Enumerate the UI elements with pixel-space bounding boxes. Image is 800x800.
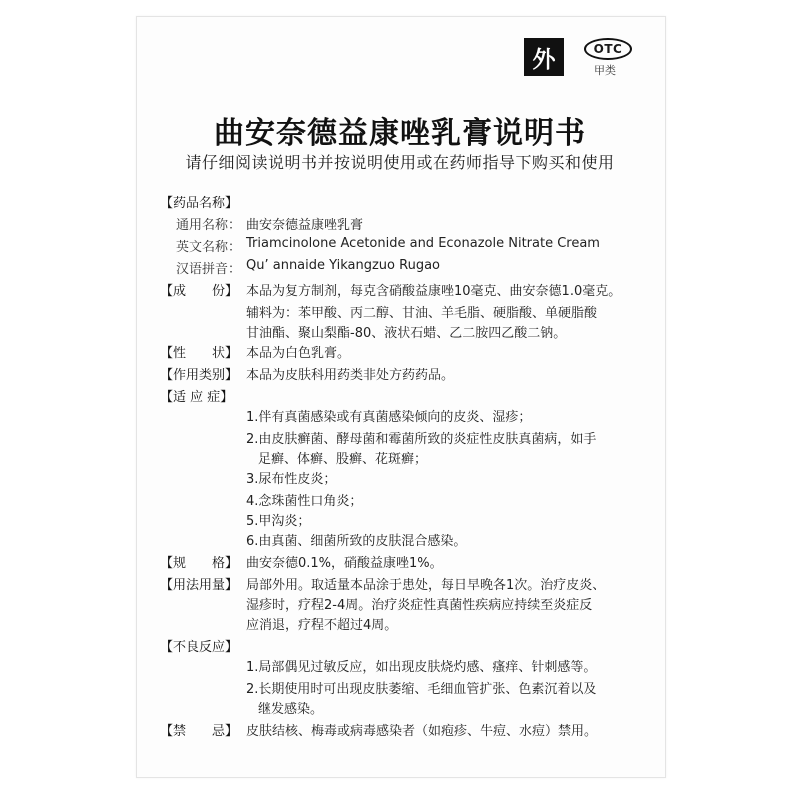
- document-title: 曲安奈德益康唑乳膏说明书: [214, 116, 586, 151]
- category-value: 本品为皮肤科用药类非处方药药品。: [246, 368, 455, 383]
- category-label: 【作用类别】: [160, 368, 239, 383]
- specification-value: 曲安奈德0.1%，硝酸益康唑1%。: [246, 556, 443, 571]
- appearance-value: 本品为白色乳膏。: [246, 346, 351, 361]
- document-subtitle: 请仔细阅读说明书并按说明使用或在药师指导下购买和使用: [185, 153, 615, 172]
- generic-name-value: 曲安奈德益康唑乳膏: [246, 218, 364, 233]
- indication-item: 3.尿布性皮炎；: [246, 472, 337, 487]
- dosage-line: 湿疹时，疗程2-4周。治疗炎症性真菌性疾病应持续至炎症反: [246, 598, 593, 613]
- ingredients-label: 【成 份】: [160, 284, 239, 299]
- appearance-label: 【性 状】: [160, 346, 239, 361]
- dosage-line: 局部外用。取适量本品涂于患处，每日早晚各1次。治疗皮炎、: [246, 578, 606, 593]
- adverse-item: 2.长期使用时可出现皮肤萎缩、毛细血管扩张、色素沉着以及: [246, 682, 597, 697]
- otc-logo: OTC: [584, 38, 632, 60]
- otc-class-label: 甲类: [594, 64, 616, 77]
- dosage-line: 应消退，疗程不超过4周。: [246, 618, 398, 633]
- adverse-item: 1.局部偶见过敏反应，如出现皮肤烧灼感、瘙痒、针刺感等。: [246, 660, 597, 675]
- external-use-badge: 外: [524, 38, 564, 76]
- contraindications-label: 【禁 忌】: [160, 724, 239, 739]
- specification-label: 【规 格】: [160, 556, 239, 571]
- adverse-item: 继发感染。: [258, 702, 324, 717]
- pinyin-label: 汉语拼音：: [176, 262, 242, 277]
- drug-name-label: 【药品名称】: [160, 196, 239, 211]
- english-name-value: Triamcinolone Acetonide and Econazole Nitrate Cream: [246, 236, 600, 251]
- indications-label: 【适 应 症】: [160, 390, 234, 405]
- generic-name-label: 通用名称：: [176, 218, 242, 233]
- indication-item: 6.由真菌、细菌所致的皮肤混合感染。: [246, 534, 467, 549]
- ingredients-line: 甘油酯、聚山梨酯-80、液状石蜡、乙二胺四乙酸二钠。: [246, 326, 567, 341]
- english-name-label: 英文名称：: [176, 240, 242, 255]
- indication-item: 足癣、体癣、股癣、花斑癣；: [258, 452, 428, 467]
- ingredients-line: 本品为复方制剂，每克含硝酸益康唑10毫克、曲安奈德1.0毫克。: [246, 284, 622, 299]
- indication-item: 1.伴有真菌感染或有真菌感染倾向的皮炎、湿疹；: [246, 410, 532, 425]
- pinyin-value: Qu’ annaide Yikangzuo Rugao: [246, 258, 440, 273]
- adverse-label: 【不良反应】: [160, 640, 239, 655]
- indication-item: 4.念珠菌性口角炎；: [246, 494, 363, 509]
- badges: [524, 38, 644, 78]
- ingredients-line: 辅料为：苯甲酸、丙二醇、甘油、羊毛脂、硬脂酸、单硬脂酸: [246, 306, 598, 321]
- indication-item: 2.由皮肤癣菌、酵母菌和霉菌所致的炎症性皮肤真菌病，如手: [246, 432, 597, 447]
- dosage-label: 【用法用量】: [160, 578, 239, 593]
- contraindications-value: 皮肤结核、梅毒或病毒感染者（如疱疹、牛痘、水痘）禁用。: [246, 724, 598, 739]
- indication-item: 5.甲沟炎；: [246, 514, 311, 529]
